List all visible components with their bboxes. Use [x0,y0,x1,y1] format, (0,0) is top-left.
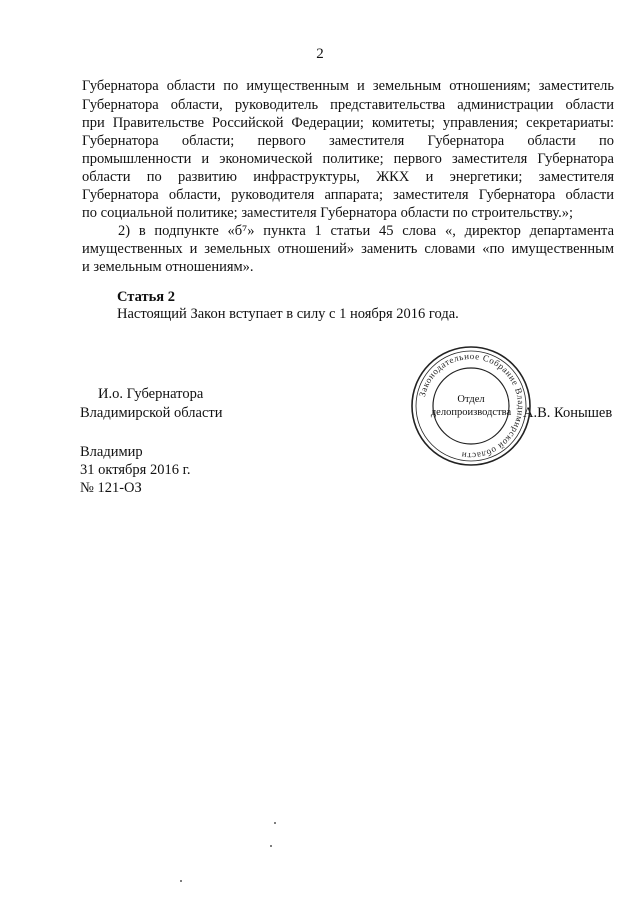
body-line: Губернатора области по имущественным и земельным отношениям; заместитель [82,78,614,94]
stamp-seal-icon [410,345,532,467]
page-number: 2 [316,46,324,62]
signatory-name: А.В. Конышев [523,405,613,421]
body-line: Губернатора области, руководитель представительства администрации области [82,97,614,113]
scan-speck [270,845,272,847]
signing-date: 31 октября 2016 г. [80,462,191,478]
body-line: промышленности и экономической политике; первого заместителя Губернатора [82,151,614,167]
item-2-line: и земельным отношениям». [82,259,254,275]
item-2-line: имущественных и земельных отношений» заменить словами «по имущественным [82,241,614,257]
article-text: Настоящий Закон вступает в силу с 1 ноября 2016 года. [117,306,459,322]
stamp-ring-text: Законодательное Собрание Владимирской области [416,350,527,462]
body-line: Губернатора области; первого заместителя Губернатора области по [82,133,614,149]
signatory-region: Владимирской области [80,405,223,421]
body-line: по социальной политике; заместителя Губернатора области по строительству.»; [82,205,573,221]
item-2-line: 2) в подпункте «б⁷» пункта 1 статьи 45 слова «, директор департамента [118,223,614,239]
office-stamp [410,345,532,467]
body-line: области по развитию инфраструктуры, ЖКХ и энергетики; заместителя [82,169,614,185]
body-line: при Правительстве Российской Федерации; комитеты; управления; секретариаты: [82,115,614,131]
signing-city: Владимир [80,444,143,460]
signatory-position: И.о. Губернатора [98,386,204,402]
scan-speck [274,822,276,824]
stamp-center-line: Отдел [457,394,485,405]
scan-speck [180,880,182,882]
law-number: № 121-ОЗ [80,480,142,496]
article-title: Статья 2 [117,289,175,305]
body-line: Губернатора области, руководителя аппарата; заместителя Губернатора области [82,187,614,203]
stamp-center-line: делопроизводства [430,407,512,418]
